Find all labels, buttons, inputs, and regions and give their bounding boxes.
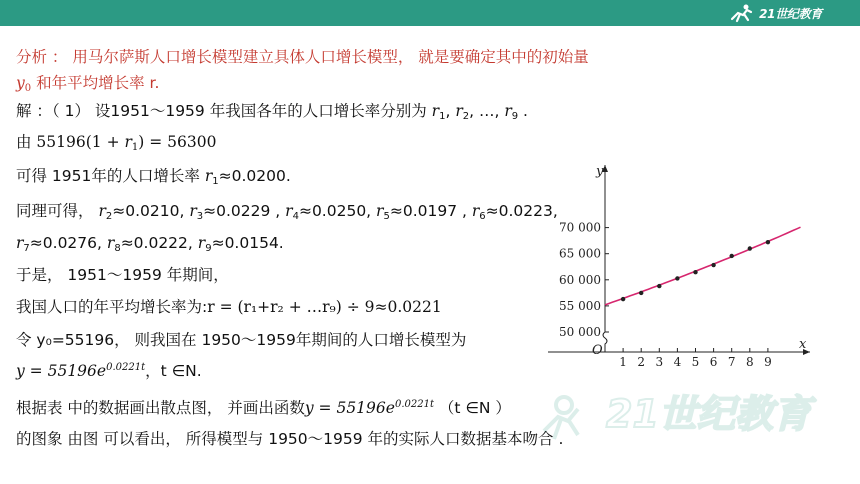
rate-item [189,202,280,220]
x-tick-label: 3 [655,355,664,369]
rate-value: ≈0.0197 , [389,202,467,220]
average-formula: r = (r₁+r₂ + …r₉) ÷ 9≈0.0221 [207,298,442,316]
rate-subscript: 5 [383,211,390,222]
average-text: 我国人口的年平均增长率为: [16,298,208,316]
data-point [693,270,697,274]
model-formula: y = 55196e [16,362,107,380]
scatter-tail: （t ∈N ） [433,399,511,417]
analysis-tail: 和年平均增长率 r. [31,74,160,92]
data-point [711,263,715,267]
r-symbol: r [504,102,512,120]
rate-item [198,234,284,252]
equation-left: 由 55196(1 + [16,133,125,151]
y-axis-break [603,332,607,352]
x-axis-label: x [799,337,807,352]
model-formula-line [16,360,202,382]
therefore-text: 于是， 1951～1959 年期间， [16,266,229,284]
x-tick-label: 8 [745,355,754,369]
model-curve [605,227,801,305]
analysis-line-1 [16,46,589,68]
r1-text: 可得 1951年的人口增长率 [16,167,205,185]
rate-subscript: 2 [105,211,113,222]
intro-end: . [518,102,528,120]
rate-item [16,234,102,252]
r-symbol: r [189,202,197,220]
data-point [621,297,625,301]
scatter-text: 根据表 中的数据画出散点图， 并画出函数 [16,399,305,417]
rates-list-a [98,202,557,220]
r-symbol: r [16,234,24,252]
rates-line-a [16,200,558,222]
solution-intro: 解 ：（ 1） 设1951～1959 年我国各年的人口增长率分别为 $r_1$, $r_2$, …, $r_9$ . [16,102,528,122]
average-line [16,296,442,318]
y0-symbol: y [16,74,25,92]
rate-value: ≈0.0276, [29,234,102,252]
r-symbol: r [197,234,206,252]
x-tick-label: 9 [764,355,772,369]
rate-value: ≈0.0210, [112,202,185,220]
rate-item [107,234,193,252]
rate-item [376,202,467,220]
subscript: 1 [439,111,446,122]
scatter-formula: y = 55196e [304,399,395,417]
data-point [766,240,770,244]
data-point [657,284,661,288]
rate-subscript: 4 [292,211,299,222]
y0-subscript: 0 [24,83,32,94]
r1-line [16,165,291,187]
data-point [730,254,734,258]
analysis-prefix: 分析 ： [16,48,68,66]
rate-value: ≈0.0223, [485,202,558,220]
rate-subscript: 3 [196,211,204,222]
r-symbol: r [124,133,132,151]
x-tick-label: 6 [709,355,718,369]
r-symbol: r [455,102,463,120]
r-symbol: r [204,167,213,185]
subscript: 2 [462,111,470,122]
brand-logo [728,1,822,25]
scatter-exponent: 0.0221t [394,399,434,410]
rates-list-b [16,234,284,252]
r-symbol: r [376,202,384,220]
population-chart [548,155,818,370]
rate-value: ≈0.0154. [211,234,284,252]
ellipsis: … [478,102,495,120]
rates-line-b [16,232,284,254]
rate-subscript: 6 [479,211,486,222]
y-tick-label: 70 000 [559,220,601,235]
therefore-line [16,264,229,286]
y-tick-label: 50 000 [559,325,601,339]
y-tick-label: 60 000 [559,272,601,287]
x-tick-label: 7 [727,355,736,369]
rate-value: ≈0.0229 , [203,202,281,220]
rate-subscript: 7 [23,243,30,254]
x-tick-label: 1 [619,355,627,369]
data-point [748,246,752,250]
rate-subscript: 9 [205,243,212,254]
scatter-line [16,397,511,419]
equation-line [16,131,217,153]
header-bar [0,0,860,26]
y-axis-label: y [596,164,604,179]
subscript: 9 [511,111,519,122]
equation-right: ) = 56300 [138,133,217,151]
r-symbol: r [106,234,115,252]
rate-value: ≈0.0250, [298,202,372,220]
subscript: 1 [212,176,219,187]
r-symbol: r [98,202,106,220]
data-point [639,291,643,295]
chart-labels-group [559,164,807,369]
model-tail: ，t ∈N. [145,362,202,380]
rate-item [472,202,558,220]
model-text: 令 y₀=55196， 则我国在 1950～1959年期间的人口增长模型为 [16,331,467,349]
origin-label: O [592,343,603,358]
intro-text: 解 ：（ 1） 设1951～1959 年我国各年的人口增长率分别为 [16,102,432,120]
svg-text:21世纪教育: 21世纪教育 [606,392,811,436]
rate-subscript: 8 [114,243,121,254]
conclusion-text: 的图象 由图 可以看出， 所得模型与 1950～1959 年的实际人口数据基本吻合 . [16,430,564,448]
conclusion-line [16,428,563,450]
watermark-logo [536,383,826,443]
model-text-line [16,329,466,351]
subscript: 1 [131,142,139,153]
runner-icon [728,3,756,23]
y-tick-label: 55 000 [559,298,601,313]
r1-value: ≈0.0200. [218,167,291,185]
analysis-line-2 [16,72,159,94]
y-tick-label: 65 000 [559,246,601,261]
chart-curve-group [605,227,801,305]
rate-value: ≈0.0222, [120,234,193,252]
r-symbol: r [431,102,440,120]
rate-item [285,202,371,220]
chart-points-group [621,240,770,301]
data-point [675,276,679,280]
r-symbol: r [285,202,293,220]
rate-item [98,202,184,220]
analysis-text: 用马尔萨斯人口增长模型建立具体人口增长模型， 就是要确定其中的初始量 [72,48,589,66]
x-tick-label: 4 [673,355,682,369]
brand-name: 21世纪教育 [759,6,822,21]
x-tick-label: 5 [691,355,700,369]
model-exponent: 0.0221t [106,362,146,373]
x-tick-label: 2 [637,355,646,369]
similarly-text: 同理可得， [16,202,94,220]
r-symbol: r [471,202,480,220]
